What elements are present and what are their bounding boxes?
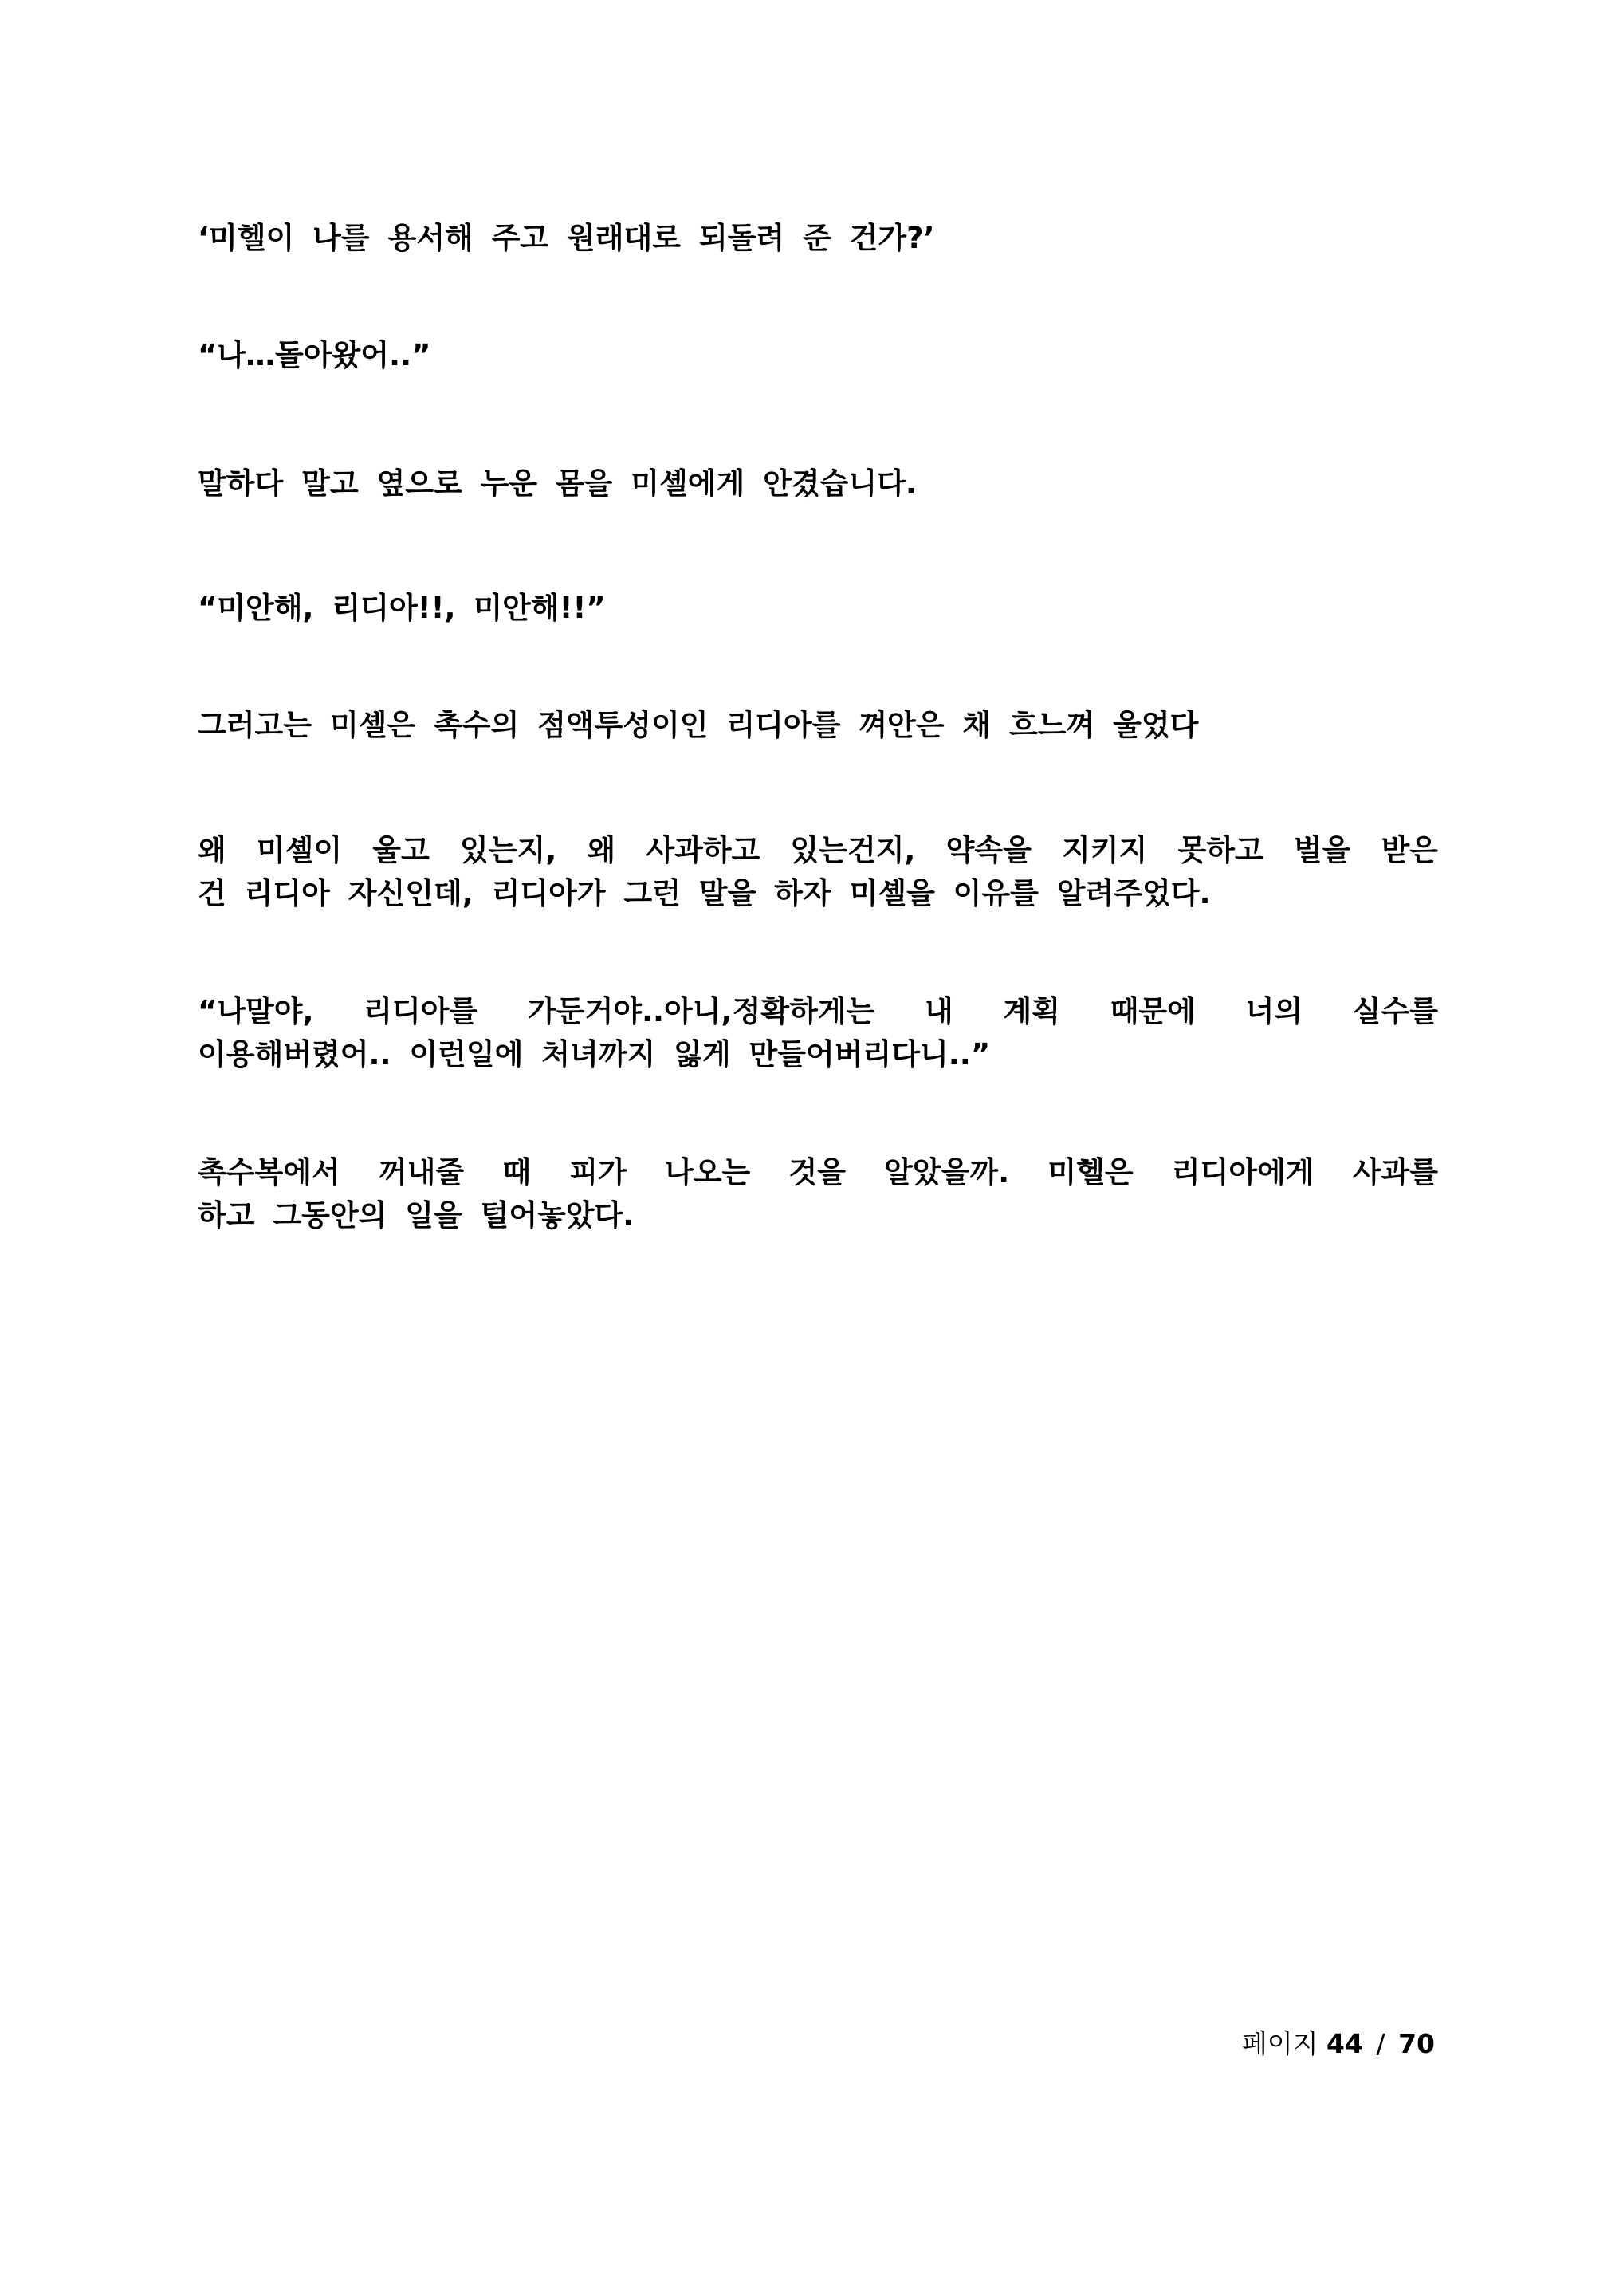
current-page-number: 44 — [1326, 2028, 1363, 2059]
paragraph-8-line-2: 하고 그동안의 일을 털어놓았다. — [198, 1198, 635, 1233]
paragraph-4-line-1: “미안해, 리디아!!, 미안해!!” — [198, 591, 606, 625]
paragraph-7 — [198, 990, 1438, 1076]
page-label: 페이지 — [1241, 2028, 1318, 2059]
total-page-count: 70 — [1398, 2028, 1435, 2059]
paragraph-6-line-1: 왜 미셸이 울고 있는지, 왜 사과하고 있는건지, 약속을 지키지 못하고 벌을 받은 — [198, 833, 1438, 867]
paragraph-2 — [198, 334, 1438, 377]
paragraph-5-line-1: 그러고는 미셸은 촉수의 점액투성이인 리디아를 껴안은 채 흐느껴 울었다 — [198, 708, 1199, 742]
paragraph-6 — [198, 829, 1438, 915]
paragraph-1-line-1: ‘미헬이 나를 용서해 주고 원래대로 되돌려 준 건가?’ — [198, 221, 935, 255]
paragraph-6-line-2: 건 리디아 자신인데, 리디아가 그런 말을 하자 미셸을 이유를 알려주었다. — [198, 876, 1211, 910]
paragraph-2-line-1: “나…돌아왔어..” — [198, 338, 431, 372]
paragraph-4 — [198, 587, 1438, 630]
paragraph-7-line-1: “나말야, 리디아를 가둔거야..아니,정확하게는 내 계획 때문에 너의 실수를 — [198, 994, 1438, 1028]
paragraph-3-line-1: 말하다 말고 옆으로 누운 몸을 미셸에게 안겼습니다. — [198, 466, 917, 501]
paragraph-8-line-1: 촉수복에서 꺼내줄 때 피가 나오는 것을 알았을까. 미헬은 리디아에게 사과를 — [198, 1155, 1438, 1189]
paragraph-7-line-2: 이용해버렸어.. 이런일에 처녀까지 잃게 만들어버리다니..” — [198, 1037, 991, 1071]
paragraph-8 — [198, 1151, 1438, 1237]
page-separator: / — [1376, 2028, 1385, 2059]
paragraph-5 — [198, 704, 1438, 747]
paragraph-1 — [198, 217, 1438, 260]
page-number-footer — [1242, 2027, 1435, 2062]
paragraph-3 — [198, 462, 1438, 505]
